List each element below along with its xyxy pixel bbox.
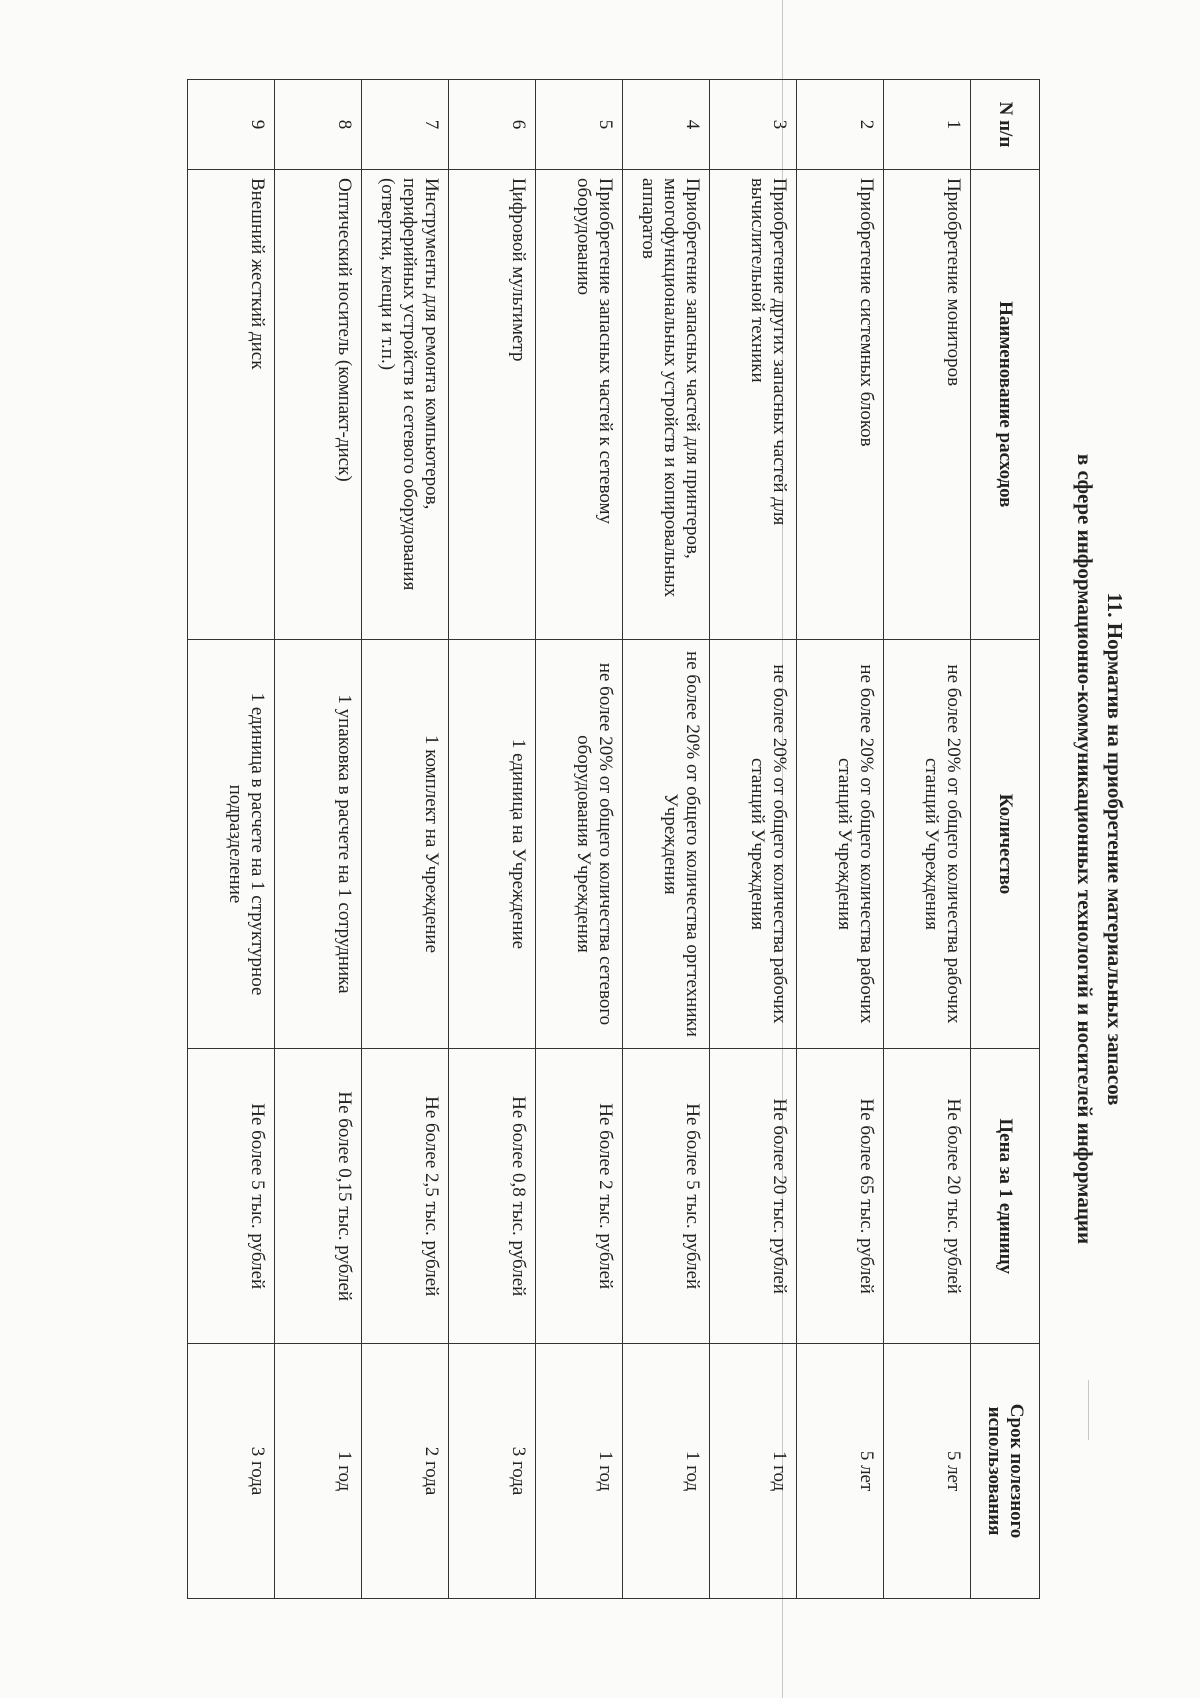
row-num: 4 (623, 80, 710, 170)
row-name: Внешний жесткий диск (188, 169, 275, 639)
row-name: Приобретение других запасных частей для вычислительной техники (710, 169, 797, 639)
row-qty: 1 единица в расчете на 1 структурное подразделение (188, 639, 275, 1049)
row-num: 1 (884, 80, 971, 170)
table-row (797, 80, 884, 1599)
row-num: 8 (275, 80, 362, 170)
row-num: 6 (449, 80, 536, 170)
row-qty: не более 20% от общего количества рабочих станций Учреждения (710, 639, 797, 1049)
rotated-page (70, 79, 1130, 1619)
row-num: 7 (362, 80, 449, 170)
row-price: Не более 0,8 тыс. рублей (449, 1049, 536, 1344)
table-row (362, 80, 449, 1599)
row-name: Приобретение запасных частей для принтеров, многофункциональных устройств и копировальных аппаратов (623, 169, 710, 639)
table-row (623, 80, 710, 1599)
header-name: Наименование расходов (971, 169, 1040, 639)
table-row (536, 80, 623, 1599)
table-row (275, 80, 362, 1599)
row-name: Цифровой мультиметр (449, 169, 536, 639)
row-term: 1 год (536, 1344, 623, 1599)
header-price: Цена за 1 единицу (971, 1049, 1040, 1344)
row-term: 3 года (188, 1344, 275, 1599)
table-row (449, 80, 536, 1599)
row-term: 1 год (623, 1344, 710, 1599)
row-name: Оптический носитель (компакт-диск) (275, 169, 362, 639)
row-price: Не более 65 тыс. рублей (797, 1049, 884, 1344)
norms-table (187, 79, 1040, 1599)
header-term: Срок полезного использования (971, 1344, 1040, 1599)
table-row (188, 80, 275, 1599)
row-term: 3 года (449, 1344, 536, 1599)
title-line-1: 11. Норматив на приобретение материальных запасов (1103, 592, 1127, 1106)
row-name: Приобретение мониторов (884, 169, 971, 639)
row-price: Не более 2,5 тыс. рублей (362, 1049, 449, 1344)
table-header-row (971, 80, 1040, 1599)
row-num: 3 (710, 80, 797, 170)
row-num: 9 (188, 80, 275, 170)
row-price: Не более 0,15 тыс. рублей (275, 1049, 362, 1344)
header-qty: Количество (971, 639, 1040, 1049)
row-name: Инструменты для ремонта компьютеров, периферийных устройств и сетевого оборудования (отвертки, клещи и т.п.) (362, 169, 449, 639)
row-price: Не более 20 тыс. рублей (710, 1049, 797, 1344)
document-title (1050, 79, 1130, 1619)
row-num: 2 (797, 80, 884, 170)
table-row (710, 80, 797, 1599)
row-term: 2 года (362, 1344, 449, 1599)
row-name: Приобретение запасных частей к сетевому оборудованию (536, 169, 623, 639)
table-row (884, 80, 971, 1599)
row-qty: 1 единица на Учреждение (449, 639, 536, 1049)
row-name: Приобретение системных блоков (797, 169, 884, 639)
row-term: 1 год (275, 1344, 362, 1599)
row-num: 5 (536, 80, 623, 170)
row-price: Не более 5 тыс. рублей (188, 1049, 275, 1344)
header-num: N п/п (971, 80, 1040, 170)
row-qty: не более 20% от общего количества сетевого оборудования Учреждения (536, 639, 623, 1049)
row-price: Не более 2 тыс. рублей (536, 1049, 623, 1344)
row-qty: 1 упаковка в расчете на 1 сотрудника (275, 639, 362, 1049)
row-price: Не более 5 тыс. рублей (623, 1049, 710, 1344)
row-price: Не более 20 тыс. рублей (884, 1049, 971, 1344)
row-qty: 1 комплект на Учреждение (362, 639, 449, 1049)
row-qty: не более 20% от общего количества рабочих станций Учреждения (884, 639, 971, 1049)
row-term: 1 год (710, 1344, 797, 1599)
row-term: 5 лет (884, 1344, 971, 1599)
title-line-2: в сфере информационно-коммуникационных технологий и носителей информации (1073, 453, 1097, 1245)
row-term: 5 лет (797, 1344, 884, 1599)
row-qty: не более 20% от общего количества оргтехники Учреждения (623, 639, 710, 1049)
row-qty: не более 20% от общего количества рабочих станций Учреждения (797, 639, 884, 1049)
